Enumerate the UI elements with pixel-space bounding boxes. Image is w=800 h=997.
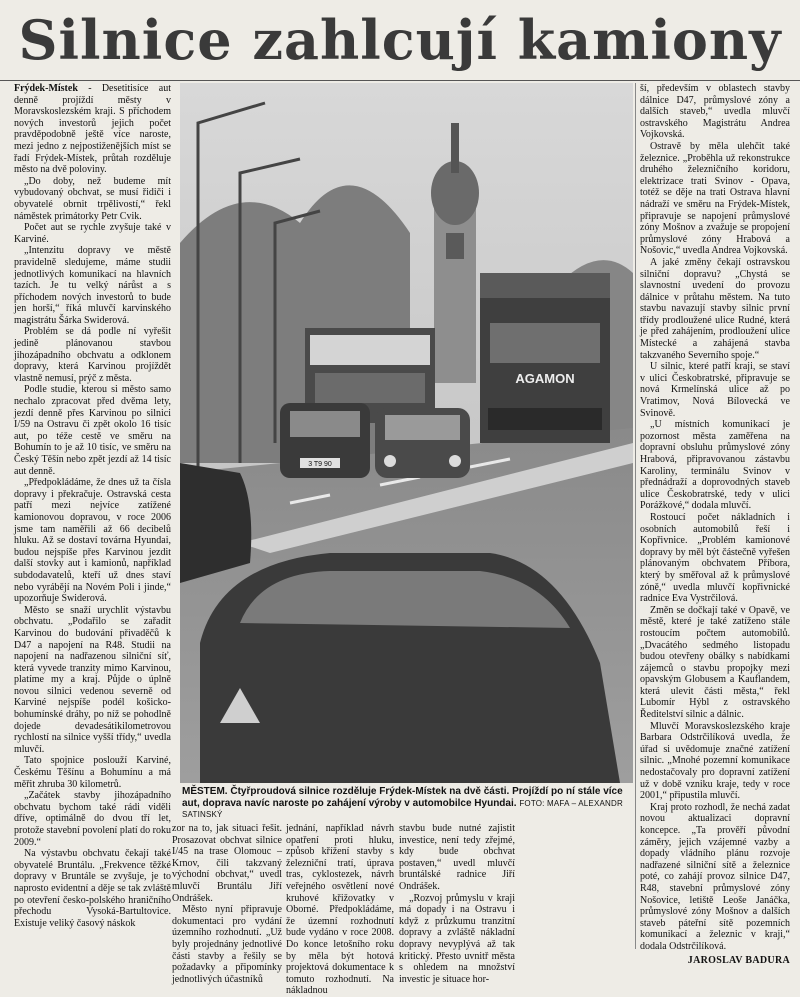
article-column-2 — [172, 823, 282, 985]
article-paragraph: A jaké změny čekají ostravskou silniční dopravu? „Chystá se slavnostní uvedení do provozu dálnice v průtahu městem. Na tuto stavbu navazují stavby silnic první třídy prodloužené ulice Rudné, která je před zahájením, prodloužení ulice Místecké a zahájená stavba takzvaného Severního spoje.“ — [640, 256, 790, 361]
article-paragraph: Ostravě by měla ulehčit také železnice. „Proběhla už rekonstrukce druhého železničního koridoru, elektrizace trati Svinov - Opava, totéž se děje na trati Ostrava hlavní nádraží ve směru na Frýdek-Místek, připravuje se napojení průmyslové zóny Mošnov a zvažuje se propojení průmyslové zóny Hrabová a Nošovic,“ uvedla Andrea Vojkovská. — [640, 140, 790, 257]
article-column-4 — [399, 823, 515, 985]
article-paragraph: Tato spojnice poslouží Karviné, Českému Těšínu a Bohumínu a má měřit zhruba 30 kilometrů. — [14, 755, 171, 790]
headline-rule — [0, 80, 800, 81]
photo-credit: FOTO: MAFA – ALEXANDR SATINSKÝ — [182, 798, 623, 819]
article-paragraph: stavbu bude nutné zajistit investice, není tedy zřejmé, kdy bude obchvat postaven,“ uvedl mluvčí bruntálské radnice Jiří Ondrášek. — [399, 823, 515, 892]
article-paragraph: Změn se dočkají také v Opavě, ve městě, které je také zatíženo stále rostoucím počtem automobilů. „Dvacátého sedmého listopadu budou otevřeny obálky s nabídkami zájemců o stavbu propojky mezi opavským Globusem a Kauflandem, která ulevit části města,“ řekl Lubomír Hýbl z ostravského Ředitelství silnic a dálnic. — [640, 604, 790, 721]
article-paragraph: „Intenzitu dopravy ve městě pravidelně sledujeme, máme studii jednotlivých komunikací na hlavních tazích. Je tu velký nárůst a s příchodem nových investorů to bude jen horší,“ říká mluvčí karvinského magistrátu Šárka Swiderová. — [14, 245, 171, 326]
article-paragraph: jednání, například návrh opatření proti hluku, způsob křížení stavby s železniční tratí, úprava tras, cyklostezek, návrh veřejného osvětlení nové kruhové křižovatky v Oborné. Předpokládáme, že územní rozhodnutí bude vydáno v roce 2008. Do konce letošního roku by měla být hotová projektová dokumentace k tomuto rozhodnutí. Na nákladnou — [286, 823, 394, 997]
article-paragraph: Rostoucí počet nákladních i osobních automobilů řeší i Kopřivnice. „Problém kamionové dopravy by měl být částečně vyřešen plánovaným obchvatem Příbora, který by směřoval až k průmyslové zóně,“ uvedla mluvčí kopřivnické radnice Eva Vystrčilová. — [640, 511, 790, 605]
car-dark — [280, 403, 370, 478]
column-divider — [635, 83, 636, 949]
article-paragraph: „Začátek stavby jihozápadního obchvatu bychom také rádi viděli dříve, optimálně do dvou tří let, protože stavební povolení platí do roku 2009.“ — [14, 790, 171, 848]
headline: Silnice zahlcují kamiony — [18, 8, 782, 72]
caption-text: Čtyřproudová silnice rozděluje Frýdek-Místek na dvě části. Projíždí po ní stále více aut, doprava navíc naroste po zahájení výroby v automobilce Hyundai. — [182, 786, 623, 809]
car-light — [375, 408, 470, 478]
article-paragraph: U silnic, které patří kraji, se staví v ulici Českobratrské, připravuje se nová Krmelínská ulice až po Vratimov, Nová Bílovecká ve Svinově. — [640, 361, 790, 419]
author-byline: JAROSLAV BADURA — [687, 954, 790, 966]
article-paragraph: Počet aut se rychle zvyšuje také v Karviné. — [14, 222, 171, 245]
caption-label: MĚSTEM. — [182, 786, 228, 797]
plate-text: 3 T9 90 — [308, 461, 332, 468]
article-paragraph: zor na to, jak situaci řešit. Prosazovat obchvat silnice I/45 na trase Olomouc – Krnov, čili takzvaný východní obchvat,“ uvedl mluvčí Bruntálu Jiří Ondrášek. — [172, 823, 282, 904]
article-paragraph: Podle studie, kterou si město samo nechalo zpracovat před dvěma lety, jezdí denně přes Karvinou po silnici I/59 na Ostravu či zpět okolo 16 tisíc aut, po téže cestě ve směru na Bohumín to je až 10 tisíc, ve směru na Český Těšín nebo zpět jezdí až 14 tisíc aut denně. — [14, 384, 171, 477]
road-photo-illustration — [180, 83, 633, 783]
article-paragraph: „Rozvoj průmyslu v kraji má dopady i na Ostravu i když z průzkumu tranzitní dopravy a zvláště nákladní dopravy nevyplývá až tak kritický. Přesto uvnitř města s ohledem na množství investic je situace hor- — [399, 892, 515, 985]
news-photo — [180, 83, 633, 783]
article-paragraph: Město nyní připravuje dokumentaci pro vydání územního rozhodnutí. „Už byly projednány jednotlivé části stavby a řešily se požadavky a připomínky jednotlivých účastníků — [172, 904, 282, 985]
article-column-1 — [14, 83, 171, 949]
article-column-6 — [640, 83, 790, 966]
article-paragraph: „U místních komunikací je pozornost města zaměřena na dopravní obsluhu průmyslové zóny Hrabová, připravovanou zástavbu Karoliny, terminálu Svinov v přednádraží a doprovodných staveb ulice Českobratrské, tedy v ulici Porážkové,“ dodala mluvčí. — [640, 419, 790, 512]
article-paragraph: ší, především v oblastech stavby dálnice D47, průmyslové zóny a dalších staveb,“ uvedla mluvčí ostravského Magistrátu Andrea Vojkovská. — [640, 83, 790, 141]
article-paragraph: Kraj proto rozhodl, že nechá zadat novou aktualizaci dopravní koncepce. „Ta prověří původní záměry, jejich vzájemné vazby a dopady vládního plánu rozvoje nadřazené silniční sítě a železnice poté, co zahájí provoz silnice D47, R48, stavební průmyslové zóny Nošovice, letiště Leoše Janáčka, průmyslové zóny Mošnov a dalších staveb páteřní sítě pozemních komunikací a železnic v kraji,“ dodala Odstrčilíková. — [640, 801, 790, 952]
car-left-edge — [180, 463, 251, 583]
truck-text: AGAMON — [515, 371, 575, 386]
article-paragraph: Na výstavbu obchvatu čekají také obyvatelé Bruntálu. „Frekvence těžké dopravy v Bruntále se zvyšuje, je to naprosto evidentní a děje se tak zvláště po otevření česko-polského hraničního přechodu Vysoká-Bartultovice. Existuje veliký časový náskok — [14, 848, 171, 929]
article-paragraph: „Předpokládáme, že dnes už ta čísla dopravy i překračuje. Ostravská cesta patří mezi nejvíce zatížené kamionovou dopravou, v roce 2006 jsme tam naměřili až 66 decibelů hluku. Až se dostaví továrna Hyundai, budou nejspíše přes Karvinou jezdit další stovky aut i kamionů, například subdodavatelů, kteří už dnes staví nebo vyrábějí na Novém Poli i jinde,“ upozorňuje Swiderová. — [14, 477, 171, 605]
article-paragraph: Frýdek-Místek - Desetitisíce aut denně projíždí městy v Moravskoslezském kraji. S příchodem nových investorů jejich počet pravděpodobně ještě více naroste, mezi jedno z nejpostiženějších míst se řadí Frýdek-Místek, průtah rozděluje město na dvě poloviny. — [14, 83, 171, 176]
article-column-3 — [286, 823, 394, 997]
article-paragraph: Mluvčí Moravskoslezského kraje Barbara Odstrčilíková uvedla, že úřad si uvědomuje značné zatížení silnic. „Mnohé pozemní komunikace nedostačovaly pro dopravní zatížení už v době vzniku kraje, tedy v roce 2001,“ připustila mluvčí. — [640, 720, 790, 802]
article-paragraph: Problém se dá podle ní vyřešit jedině plánovanou stavbou jihozápadního obchvatu a odklonem dopravy, která Karvinou projíždět vlastně nemusí, prýč z města. — [14, 326, 171, 384]
article-paragraph: Město se snaží urychlit výstavbu obchvatu. „Podařilo se zařadit Karvinou do budování přivaděčů k D47 a napojení na R48. Studii na napojení na nadřazenou silniční síť, která vyvede tranzity mimo Karvinou, platíme my a kraj. Půjde o úplně novou silnici vedenou severně od Karviné nejspíše podél košicko-bohumínské dráhy, po níž se pohodlně dojede devadesátikilometrovou rychlostí na silnice vyšší třídy,“ uvedla mluvčí. — [14, 604, 171, 755]
article-paragraph: „Do doby, než budeme mít vybudovaný obchvat, se musí řidiči i obyvatelé obrnit trpělivostí,“ řekl náměstek primátorky Petr Cvik. — [14, 175, 171, 222]
dateline: Frýdek-Místek — [14, 83, 78, 94]
photo-caption — [182, 786, 630, 820]
truck-right — [480, 273, 610, 443]
